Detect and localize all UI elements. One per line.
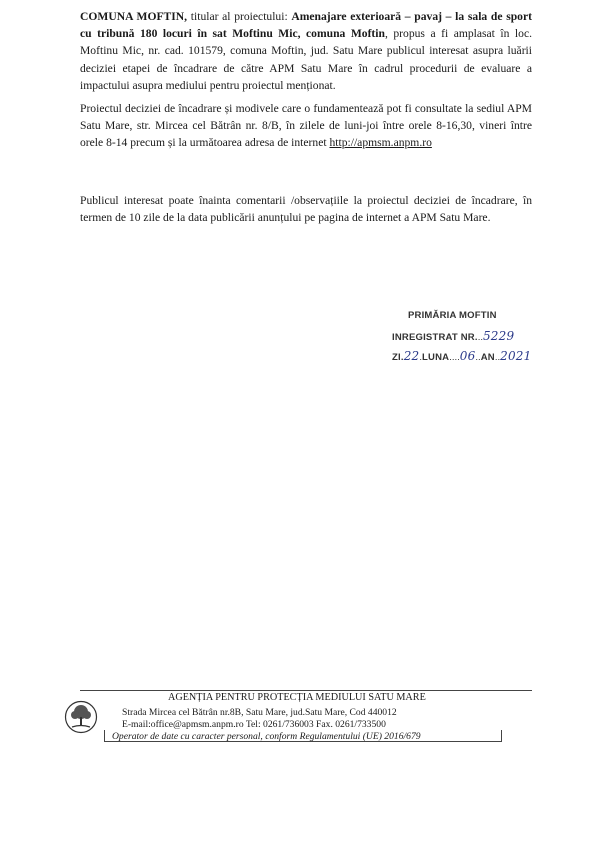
agency-contact: E-mail:office@apmsm.anpm.ro Tel: 0261/736003 Fax. 0261/733500: [122, 719, 386, 730]
footer-divider: [80, 690, 532, 691]
stamp-registered-label: INREGISTRAT NR.: [392, 332, 478, 343]
gdpr-notice: Operator de date cu caracter personal, conform Regulamentului (UE) 2016/679: [112, 731, 421, 742]
stamp-month-value: 06: [459, 349, 476, 363]
paragraph-1-text-b: , propus a fi amplasat în loc. Moftinu Mic, nr. cad. 101579, comuna Moftin, jud. Satu Mare publicul interesat asupra luării deciziei etapei de încadrare de către APM Satu Mare în cadrul procedurii de evaluare a impactului asupra mediului pentru proiectul menționat.: [80, 27, 532, 92]
announcement-paragraph-3: [80, 192, 532, 226]
website-link[interactable]: http://apmsm.anpm.ro: [329, 136, 432, 150]
stamp-year-value: 2021: [500, 349, 532, 363]
announcement-paragraph-1: [80, 8, 532, 94]
paragraph-2-text: Proiectul deciziei de încadrare și modivele care o fundamentează pot fi consultate la sediul APM Satu Mare, str. Mircea cel Bătrân nr. 8/B, în zilele de luni-joi între orele 8-16,30, vineri între orele 8-14 precum și la următoarea adresa de internet: [80, 102, 532, 150]
stamp-month-label: LUNA: [422, 352, 450, 363]
registration-stamp: PRIMĂRIA MOFTIN INREGISTRAT NR...5229 ZI.22.LUNA....06..AN..2021: [392, 310, 532, 363]
agency-address: Strada Mircea cel Bătrân nr.8B, Satu Mare, jud.Satu Mare, Cod 440012: [122, 707, 397, 718]
tree-logo-icon: [64, 700, 98, 734]
announcement-paragraph-2: [80, 100, 532, 152]
stamp-title: PRIMĂRIA MOFTIN: [408, 310, 497, 321]
agency-footer: [64, 690, 536, 742]
stamp-day-label: ZI.: [392, 352, 404, 363]
project-title: Amenajare exterioară – pavaj – la sala de sport cu tribună 180 locuri în sat Moftinu Mic, comuna Moftin: [80, 10, 532, 41]
paragraph-3-text: Publicul interesat poate înainta comentarii /observațiile la proiectul deciziei de încadrare, în termen de 10 zile de la data publicării anunțului pe pagina de internet a APM Satu Mare.: [80, 194, 532, 225]
stamp-registered-number: 5229: [482, 329, 515, 343]
stamp-year-label: AN: [480, 352, 495, 363]
paragraph-1-text-a: titular al proiectului:: [187, 10, 292, 23]
agency-name: AGENȚIA PENTRU PROTECȚIA MEDIULUI SATU MARE: [168, 692, 426, 703]
applicant-name: COMUNA MOFTIN,: [80, 10, 188, 23]
stamp-day-value: 22: [403, 349, 420, 363]
